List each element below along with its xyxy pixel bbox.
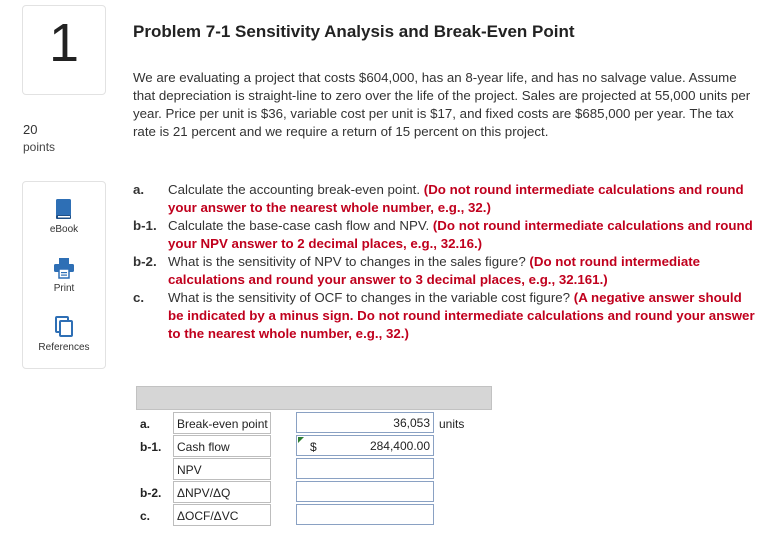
problem-intro: We are evaluating a project that costs $604,000, has an 8-year life, and has no salvage value. Assume that depreciation is straight-line to zero over the life of the project. Sales are projected at 55,000 units per year. Price per unit is $36, variable cost per unit is $17, and fixed costs are $685,000 per year. The tax rate is 21 percent and we require a return of 15 percent on this project. bbox=[133, 70, 751, 139]
corner-marker-icon bbox=[298, 437, 304, 443]
row-label: NPV bbox=[173, 458, 271, 480]
part-note: (Do not round intermediate calculations and round your answer to the nearest whole number, e.g., 32.) bbox=[168, 182, 744, 215]
book-icon bbox=[23, 198, 105, 220]
problem-title: Problem 7-1 Sensitivity Analysis and Break-Even Point bbox=[133, 22, 575, 41]
print-label: Print bbox=[53, 283, 75, 294]
answer-row-npv bbox=[136, 458, 492, 481]
part-text: What is the sensitivity of OCF to changes in the variable cost figure? bbox=[168, 290, 571, 305]
row-unit: units bbox=[439, 417, 465, 431]
row-label: ΔNPV/ΔQ bbox=[173, 481, 271, 503]
answer-row-docf-dvc bbox=[136, 504, 492, 527]
part-text: What is the sensitivity of NPV to changes in the sales figure? bbox=[168, 254, 526, 269]
answer-row-dnpv-dq bbox=[136, 481, 492, 504]
part-a bbox=[133, 181, 755, 217]
part-tag: a. bbox=[133, 182, 145, 197]
tools-panel bbox=[22, 181, 106, 369]
question-number-box bbox=[22, 5, 106, 95]
answer-row-cashflow bbox=[136, 435, 492, 458]
part-b1 bbox=[133, 217, 755, 253]
part-tag: c. bbox=[133, 290, 145, 305]
problem-parts bbox=[133, 181, 755, 343]
points-value: 20 bbox=[23, 122, 38, 137]
part-text: Calculate the accounting break-even point. bbox=[168, 182, 421, 197]
part-note: (Do not round intermediate calculations and round your NPV answer to 2 decimal places, e.g., 32.16.) bbox=[168, 218, 753, 251]
part-b2 bbox=[133, 253, 755, 289]
part-note: (Do not round intermediate calculations and round your answer to 3 decimal places, e.g., 32.161.) bbox=[168, 254, 701, 287]
print-button[interactable] bbox=[23, 257, 105, 294]
row-tag: b-2. bbox=[140, 486, 162, 500]
row-tag: b-1. bbox=[140, 440, 162, 454]
row-label: ΔOCF/ΔVC bbox=[173, 504, 271, 526]
breakeven-input[interactable]: 36,053 bbox=[296, 412, 434, 433]
references-label: References bbox=[38, 342, 90, 353]
answer-table-header bbox=[136, 386, 492, 410]
part-c bbox=[133, 289, 755, 343]
currency-symbol: $ bbox=[310, 440, 317, 454]
ebook-button[interactable] bbox=[23, 198, 105, 235]
answer-row-breakeven bbox=[136, 412, 492, 435]
part-text: Calculate the base-case cash flow and NPV. bbox=[168, 218, 430, 233]
points-label: points bbox=[23, 140, 56, 154]
part-note: (A negative answer should be indicated by a minus sign. Do not round intermediate calculations and round your answer to the nearest whole number, e.g., 32.) bbox=[168, 290, 755, 341]
references-button[interactable] bbox=[23, 316, 105, 353]
ebook-label: eBook bbox=[49, 224, 79, 235]
part-tag: b-2. bbox=[133, 254, 157, 269]
printer-icon bbox=[23, 257, 105, 279]
references-icon bbox=[23, 316, 105, 338]
cashflow-input[interactable]: 284,400.00 bbox=[296, 435, 434, 456]
row-label: Cash flow bbox=[173, 435, 271, 457]
docf-dvc-input[interactable] bbox=[296, 504, 434, 525]
row-label: Break-even point bbox=[173, 412, 271, 434]
question-number: 1 bbox=[48, 13, 80, 73]
row-tag: c. bbox=[140, 509, 151, 523]
row-tag: a. bbox=[140, 417, 151, 431]
part-tag: b-1. bbox=[133, 218, 157, 233]
npv-input[interactable] bbox=[296, 458, 434, 479]
dnpv-dq-input[interactable] bbox=[296, 481, 434, 502]
